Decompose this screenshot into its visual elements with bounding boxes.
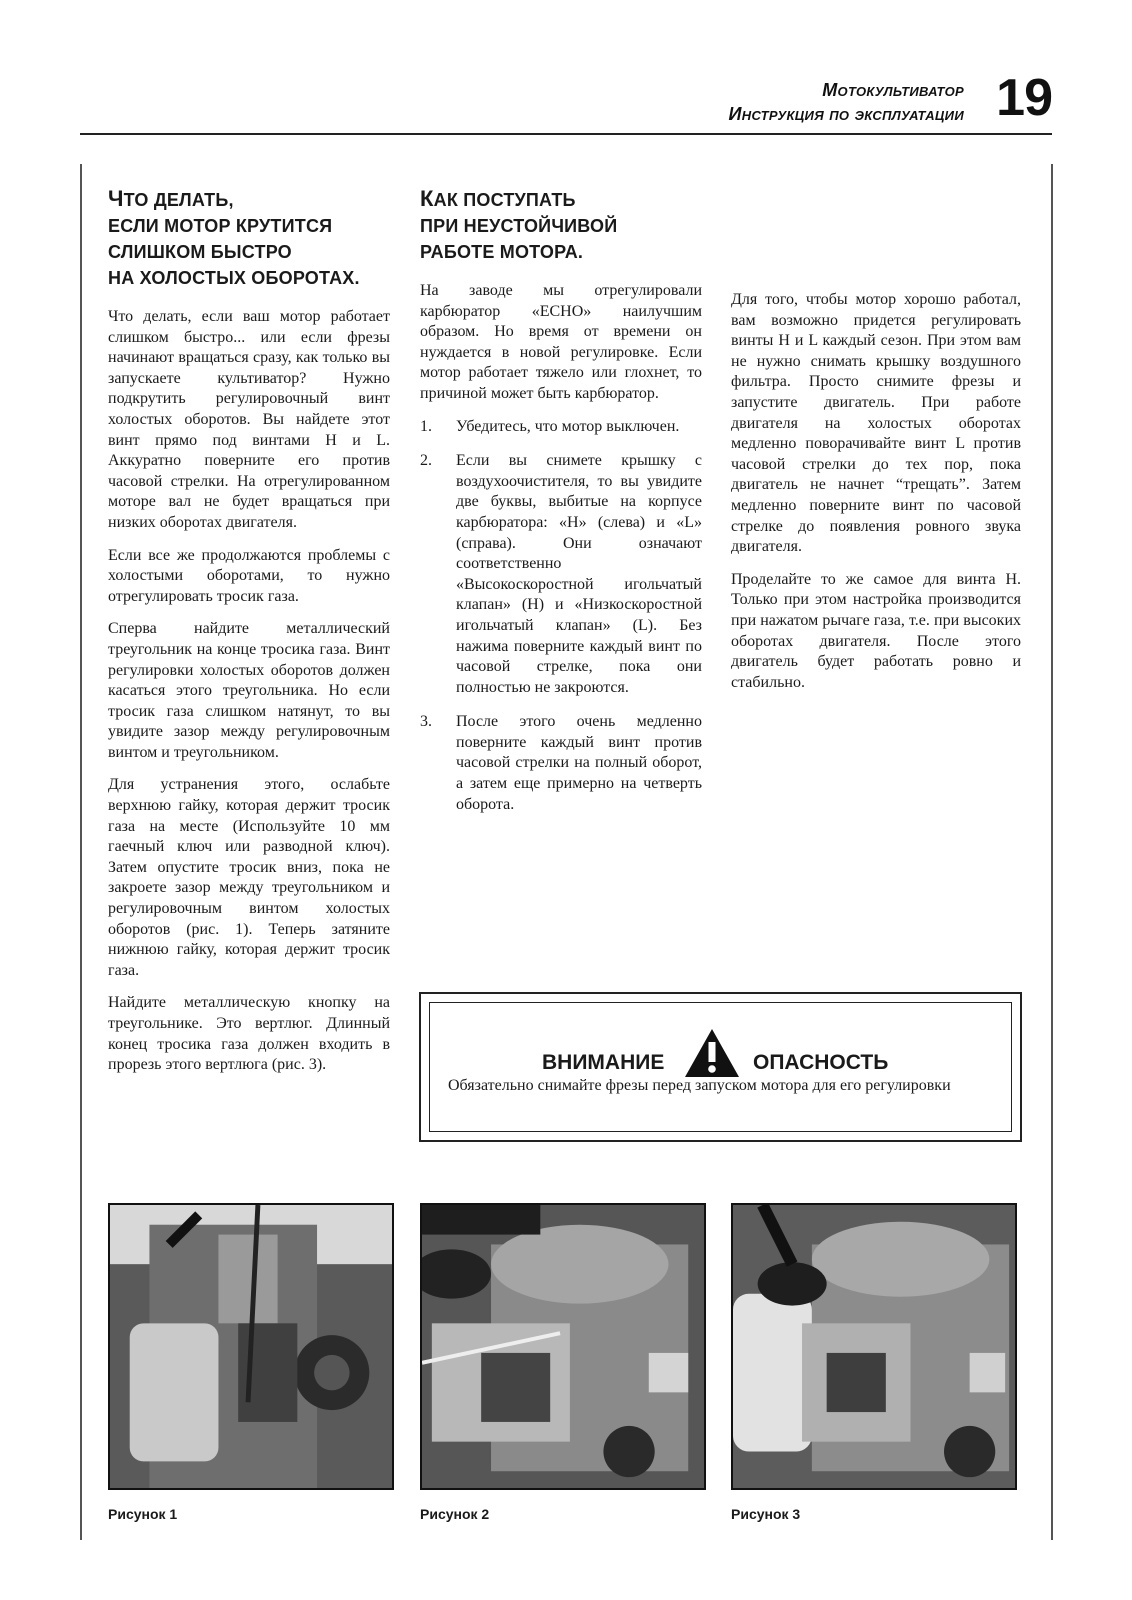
section1-heading-rest: ТО ДЕЛАТЬ,	[123, 190, 234, 210]
column-1	[108, 186, 390, 1088]
warning-label: ВНИМАНИЕ	[542, 1051, 665, 1074]
paragraph: Для того, чтобы мотор хорошо работал, вам возможно придется регулировать винты H и L каждый сезон. При этом вам не нужно снимать крышку воздушного фильтра. Просто снимите фрезы и запустите двигатель. При работе двигателя на холостых оборотах медленно поворачивайте винт L против часовой стрелки до тех пор, пока двигатель не начнет “трещать”. Затем медленно поверните винт по часовой стрелке до появления ровного звука двигателя.	[731, 291, 1021, 556]
step-number: 2.	[420, 452, 432, 470]
section1-heading-line: НА ХОЛОСТЫХ ОБОРОТАХ.	[108, 268, 360, 288]
figure-1-caption: Рисунок 1	[108, 1506, 178, 1522]
section1-heading-line: ЕСЛИ МОТОР КРУТИТСЯ	[108, 216, 333, 236]
warning-triangle-icon	[683, 1027, 741, 1079]
step-text: Если вы снимете крышку с воздухоочистителя, то вы увидите две буквы, выбитые на корпусе карбюратора: «H» (слева) и «L» (справа). Они означают соответственно «Высокоскоростной игольчатый клапан» (H) и «Низкоскоростной игольчатый клапан» (L). Без нажима поверните каждый винт по часовой стрелке, пока они полностью не закроются.	[456, 452, 702, 696]
section2-heading-line: РАБОТЕ МОТОРА.	[420, 242, 584, 262]
section1-heading-initial: Ч	[108, 186, 124, 211]
section2-heading-line: ПРИ НЕУСТОЙЧИВОЙ	[420, 216, 618, 236]
paragraph: Найдите металлическую кнопку на треугольнике. Это вертлюг. Длинный конец тросика газа должен входить в прорезь этого вертлюга (рис. 3).	[108, 994, 390, 1074]
danger-label: ОПАСНОСТЬ	[753, 1051, 889, 1074]
page-number: 19	[996, 69, 1052, 127]
header-title-line2: Инструкция по эксплуатации	[728, 104, 964, 124]
left-margin-rule	[80, 164, 82, 1540]
paragraph: Сперва найдите металлический треугольник на конце тросика газа. Винт регулировки холостых оборотов должен касаться этого треугольника. Но если тросик газа слишком натянут, то вы увидите зазор между регулировочным винтом и треугольником.	[108, 620, 390, 761]
figure-2-photo	[420, 1203, 706, 1490]
column-3	[731, 290, 1021, 705]
step-text: Убедитесь, что мотор выключен.	[456, 417, 680, 435]
paragraph: Для устранения этого, ослабьте верхнюю гайку, которая держит тросик газа на месте (Используйте 10 мм гаечный ключ или разводной ключ). Затем опустите тросик вниз, пока не закроете зазор между треугольником и регулировочным винтом холостых оборотов (рис. 1). Теперь затяните нижнюю гайку, которая держит тросик газа.	[108, 776, 390, 979]
figure-2-caption: Рисунок 2	[420, 1506, 490, 1522]
section2-heading-initial: К	[420, 186, 434, 211]
figure-3-caption: Рисунок 3	[731, 1506, 801, 1522]
step-text: После этого очень медленно поверните каждый винт против часовой стрелки на полный оборот, а затем еще примерно на четверть оборота.	[456, 713, 702, 813]
section1-heading-line: СЛИШКОМ БЫСТРО	[108, 242, 292, 262]
page-header	[80, 70, 1052, 132]
figure-3-photo	[731, 1203, 1017, 1490]
list-item	[420, 712, 702, 815]
section2-heading-rest: АК ПОСТУПАТЬ	[433, 190, 576, 210]
warning-text: Обязательно снимайте фрезы перед запуском мотора для его регулировки	[448, 1077, 951, 1094]
right-margin-rule	[1051, 164, 1053, 1540]
list-item	[420, 417, 702, 438]
header-titles	[729, 78, 964, 126]
warning-inner-frame	[429, 1002, 1012, 1132]
paragraph: Что делать, если ваш мотор работает слишком быстро... или если фрезы начинают вращаться сразу, как только вы запускаете культиватор? Нужно подкрутить регулировочный винт холостых оборотов. Вы найдете этот винт прямо под винтами H и L. Аккуратно поверните его против часовой стрелки. На отрегулированном моторе вал не будет вращаться при низких оборотах двигателя.	[108, 308, 390, 531]
paragraph: На заводе мы отрегулировали карбюратор «ECHO» наилучшим образом. Но время от времени он нуждается в новой регулировке. Если мотор работает тяжело или глохнет, то причиной может быть карбюратор.	[420, 282, 702, 402]
column-2	[420, 186, 702, 829]
header-divider	[80, 133, 1052, 135]
warning-box	[419, 992, 1022, 1142]
header-title-line1: Мотокультиватор	[822, 80, 964, 100]
figure-1-photo	[108, 1203, 394, 1490]
section2-heading	[420, 186, 702, 265]
steps-list	[420, 417, 702, 816]
paragraph: Если все же продолжаются проблемы с холостыми оборотами, то нужно отрегулировать тросик газа.	[108, 546, 390, 605]
step-number: 1.	[420, 417, 432, 435]
step-number: 3.	[420, 713, 432, 731]
list-item	[420, 451, 702, 698]
paragraph: Проделайте то же самое для винта H. Только при этом настройка производится при нажатом рычаге газа, т.е. при высоких оборотах двигателя. После этого двигатель будет работать ровно и стабильно.	[731, 570, 1021, 691]
warning-header	[430, 1021, 1011, 1081]
section1-heading	[108, 186, 390, 291]
